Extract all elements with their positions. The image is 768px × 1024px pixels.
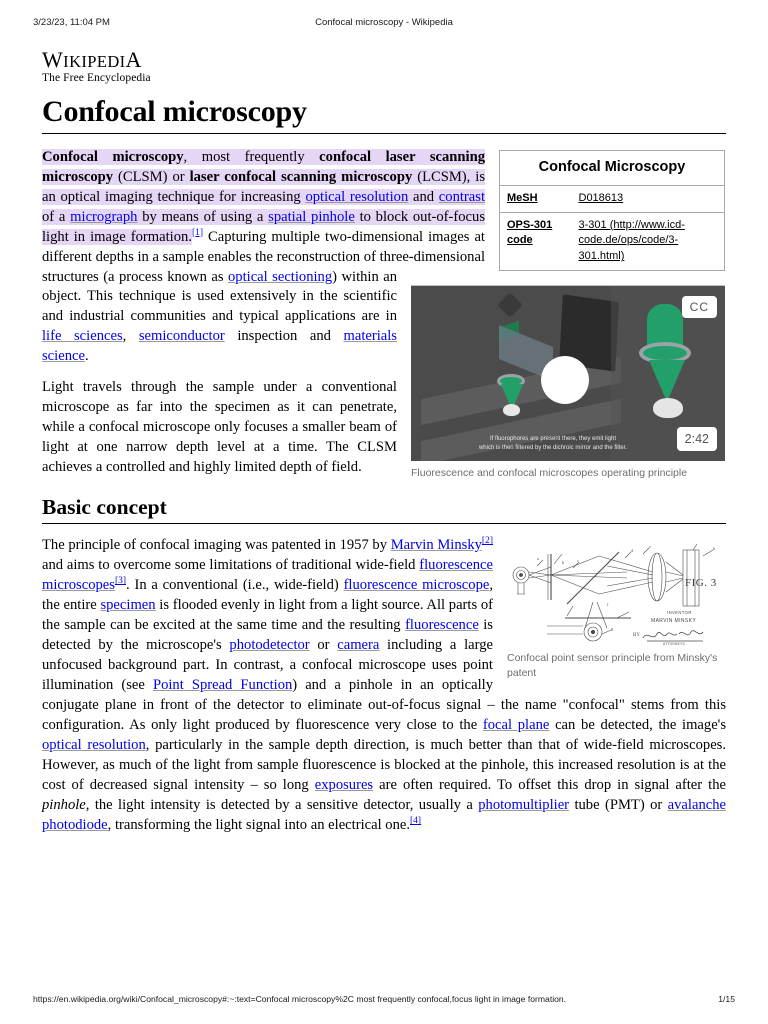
patent-attorneys-label: ATTORNEYS [663,642,685,647]
svg-text:g: g [611,626,613,632]
closed-captions-badge[interactable]: CC [682,296,717,318]
patent-figure-caption: Confocal point sensor principle from Minsky's patent [507,652,718,680]
page-content [42,44,726,847]
patent-by-label: BY [633,633,640,639]
figure-video-thumbnail [411,285,725,481]
print-document-title: Confocal microscopy - Wikipedia [315,17,453,28]
section-heading-basic-concept: Basic concept [42,495,167,520]
detector-cube-icon [497,293,522,318]
link-point-spread-function[interactable]: Point Spread Function [152,677,293,694]
title-divider [42,133,726,134]
emphasis-pinhole: pinhole [42,796,86,813]
reference-2[interactable]: [2] [481,536,493,547]
link-fluorescence-microscope[interactable]: fluorescence microscope [343,577,490,594]
link-life-sciences[interactable]: life sciences [42,328,123,345]
patent-fig-label: FIG. 3 [685,577,717,590]
print-footer [0,994,768,1008]
infobox-label-ops301: OPS-301 code [500,212,572,271]
link-focal-plane[interactable]: focal plane [482,717,550,733]
specimen-right [653,398,683,418]
link-optical-sectioning[interactable]: optical sectioning [228,268,333,285]
link-camera[interactable]: camera [337,637,380,654]
link-materials-science[interactable]: materials science [42,328,397,365]
lead-term-confocal-microscopy: Confocal microscopy [42,148,184,165]
footer-page-number: 1/15 [718,994,735,1004]
light-cone-right [649,360,685,402]
basic-concept-paragraph: The principle of confocal imaging was patented in 1957 by Marvin Minsky[2] and aims to overcome some limitations of traditional wide-field fluorescence microscopes[3]. In a conventional (i.e., wide-field) fluorescence microscope, the entire specimen is flooded evenly in light from a light source. All parts of the sample can be excited at the same time and the resulting fluorescence is detected by the microscope's photodetector or camera including a large unfocused background part. In contrast, a confocal microscope uses point illumination (see Point Spread Function) and a pinhole in an optically conjugate plane in front of the detector to eliminate out-of-focus signal – the name "confocal" stems from this configuration. As only light produced by fluorescence very close to the focal plane can be detected, the image's optical resolution, particularly in the sample depth direction, is much better than that of wide-field microscopes. However, as much of the light from sample fluorescence is blocked at the pinhole, this increased resolution is at the cost of decreased signal intensity – so long exposures are often required. To offset this drop in signal after the pinhole, the light intensity is detected by a sensitive detector, usually a photomultiplier tube (PMT) or avalanche photodiode, transforming the light signal into an electrical one.[4] [42,536,726,833]
svg-text:a: a [537,556,539,562]
video-subtitle-line-1: If fluorophores are present there, they emit light [489,435,617,442]
wordmark-ikipedi: IKIPEDI [63,52,126,71]
link-photomultiplier[interactable]: photomultiplier [478,796,570,813]
link-semiconductor[interactable]: semiconductor [138,328,225,345]
link-specimen[interactable]: specimen [100,597,156,614]
table-row [500,185,725,212]
wikipedia-logo [42,44,726,84]
link-marvin-minsky[interactable]: Marvin Minsky [390,537,482,554]
svg-text:b: b [562,560,564,566]
infobox-title: Confocal Microscopy [500,150,725,185]
print-date: 3/23/23, 11:04 PM [33,17,110,28]
link-optical-resolution-2[interactable]: optical resolution [42,736,146,753]
infobox-value-mesh[interactable]: D018613 [572,185,725,212]
svg-text:h: h [713,546,715,552]
wikipedia-wordmark [42,48,726,71]
lead-term-clsm: confocal laser scanning microscopy [42,148,485,185]
patent-inventor-label: INVENTOR [667,610,692,616]
patent-diagram-svg [507,542,725,646]
svg-text:e: e [649,544,651,550]
wordmark-a: A [125,47,142,72]
infobox-value-ops301[interactable]: 3-301 (http://www.icd-code.de/ops/code/3-301.html) [572,212,725,271]
lead-paragraph-1: Confocal microscopy, most frequently confocal laser scanning microscopy (CLSM) or laser confocal scanning microscopy (LCSM), is an optical imaging technique for increasing optical resolution and contrast of a micrograph by means of using a spatial pinhole to block out-of-focus light in image formation.[1] Capturing multiple two-dimensional images at different depths in a sample enables the reconstruction of three-dimensional structures (a process known as optical sectioning) within an object. This technique is used extensively in the scientific and industrial communities and typical applications are in life sciences, semiconductor inspection and materials science. [42,148,486,365]
link-micrograph[interactable]: micrograph [70,208,138,225]
patent-diagram [507,542,725,646]
page-title: Confocal microscopy [42,95,307,129]
print-header [0,17,768,33]
infobox-title-row [500,150,725,185]
specimen-left [503,404,520,416]
svg-text:c: c [577,558,579,564]
svg-text:d: d [631,548,633,554]
section-divider [42,523,726,524]
link-contrast[interactable]: contrast [438,188,485,205]
lead-term-lcsm: laser confocal scanning microscopy [189,168,413,185]
patent-inventor-name: MARVIN MINSKY [651,618,697,625]
lead-paragraph-2: Light travels through the sample under a conventional microscope as far into the specimen as it can penetrate, while a confocal microscope only focuses a smaller beam of light at one narrow depth level at a time. The CLSM achieves a controlled and highly limited depth of field. [42,379,397,476]
video-subtitle-line-2: which is then filtered by the dichroic mirror and the filter. [478,445,628,452]
link-photodetector[interactable]: photodetector [229,637,310,654]
reference-3[interactable]: [3] [114,576,127,587]
link-fluorescence[interactable]: fluorescence [405,617,479,634]
link-optical-resolution[interactable]: optical resolution [305,188,409,205]
video-figure-caption: Fluorescence and confocal microscopes operating principle [411,467,688,480]
infobox [499,150,725,272]
video-duration-badge: 2:42 [677,427,717,451]
table-row [500,212,725,271]
wikipedia-tagline: The Free Encyclopedia [42,72,151,85]
link-avalanche-photodiode[interactable]: avalanche photodiode [42,796,726,833]
link-exposures[interactable]: exposures [314,776,374,793]
wordmark-w: W [42,47,64,72]
figure-minsky-patent [507,542,725,681]
video-thumbnail[interactable] [411,285,725,461]
patent-signature-icon [643,631,703,641]
reference-1[interactable]: [1] [191,227,204,238]
infobox-label-mesh: MeSH [500,185,572,212]
reference-4[interactable]: [4] [410,816,422,827]
link-fluorescence-microscopes[interactable]: fluorescence microscopes [42,557,493,594]
link-spatial-pinhole[interactable]: spatial pinhole [268,208,355,225]
svg-text:f: f [607,602,609,608]
footer-url[interactable]: https://en.wikipedia.org/wiki/Confocal_microscopy#:~:text=Confocal microscopy%2C most frequently confocal,focus light in image formation. [33,994,567,1004]
